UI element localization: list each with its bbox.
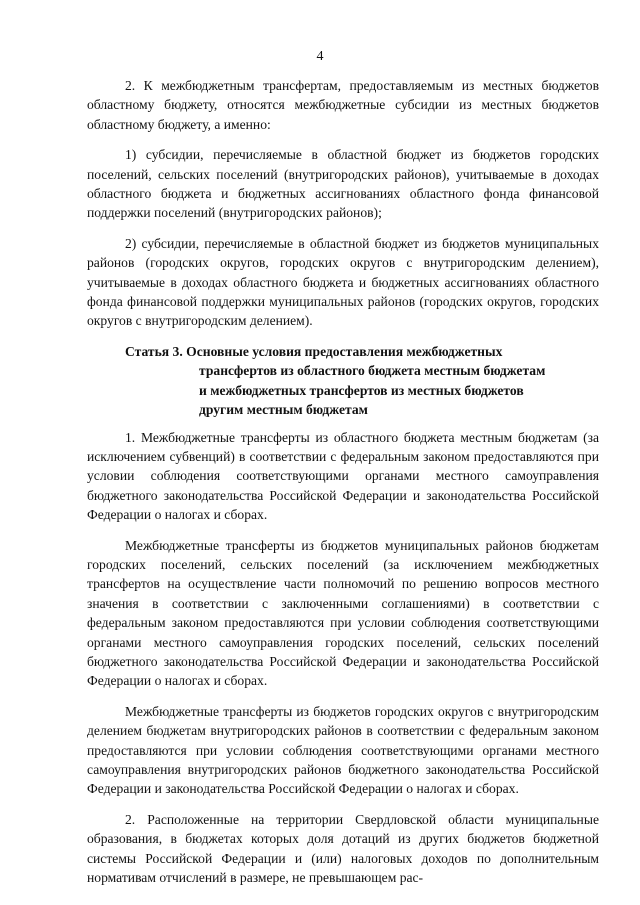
paragraph-subsidies-1: 1) субсидии, перечисляемые в областной бюджет из бюджетов городских поселений, сельских поселений (внутригородских районов), учитываемые в доходах областного бюджета и бюджетных ассигнованиях областного фонда финансовой поддержки поселений (внутригородских районов); xyxy=(87,147,599,221)
article-heading-line-1: Статья 3. Основные условия предоставления межбюджетных xyxy=(125,343,503,359)
paragraph-subsidies-2: 2) субсидии, перечисляемые в областной бюджет из бюджетов муниципальных районов (городских округов, городских округов с внутригородским делением), учитываемые в доходах областного бюджета и бюджетных ассигнованиях областного фонда финансовой поддержки муниципальных районов (городских округов, городских округов с внутригородским делением). xyxy=(87,235,599,329)
page-number: 4 xyxy=(316,49,324,64)
article-heading-line-4: другим местным бюджетам xyxy=(199,402,368,418)
paragraph-article-3-2: 2. Расположенные на территории Свердловской области муниципальные образования, в бюджетах которых доля дотаций из других бюджетов бюджетной системы Российской Федерации и (или) налоговых доходов по дополнительным нормативам отчислений в размере, не превышающем рас- xyxy=(87,811,599,886)
paragraph-article-3-1: 1. Межбюджетные трансферты из областного бюджета местным бюджетам (за исключением субвенций) в соответствии с федеральным законом предоставляются при условии соблюдения соответствующими органами местного самоуправления бюджетного законодательства Российской Федерации и законодательства Российской Федерации о налогах и сборах. xyxy=(87,429,599,523)
paragraph-city-district-transfers: Межбюджетные трансферты из бюджетов городских округов с внутригородским делением бюджетам внутригородских районов в соответствии с федеральным законом предоставляются при условии соблюдения соответствующими органами местного самоуправления внутригородских районов бюджетного законодательства Российской Федерации и законодательства Российской Федерации о налогах и сборах. xyxy=(87,703,599,797)
paragraph-2-intro: 2. К межбюджетным трансфертам, предоставляемым из местных бюджетов областному бюджету, относятся межбюджетные субсидии из местных бюджетов областному бюджету, а именно: xyxy=(87,78,599,132)
article-3-heading xyxy=(87,342,599,420)
article-heading-line-2: трансфертов из областного бюджета местным бюджетам xyxy=(199,363,546,379)
paragraph-municipal-transfers: Межбюджетные трансферты из бюджетов муниципальных районов бюджетам городских поселений, сельских поселений (за исключением межбюджетных трансфертов на осуществление части полномочий по решению вопросов местного значения в соответствии с заключенными соглашениями) в соответствии с федеральным законом предоставляются при условии соблюдения соответствующими органами местного самоуправления городских поселений, сельских поселений бюджетного законодательства Российской Федерации и законодательства Российской Федерации о налогах и сборах. xyxy=(87,537,599,689)
document-body xyxy=(87,76,599,898)
article-heading-line-3: и межбюджетных трансфертов из местных бюджетов xyxy=(199,382,524,398)
